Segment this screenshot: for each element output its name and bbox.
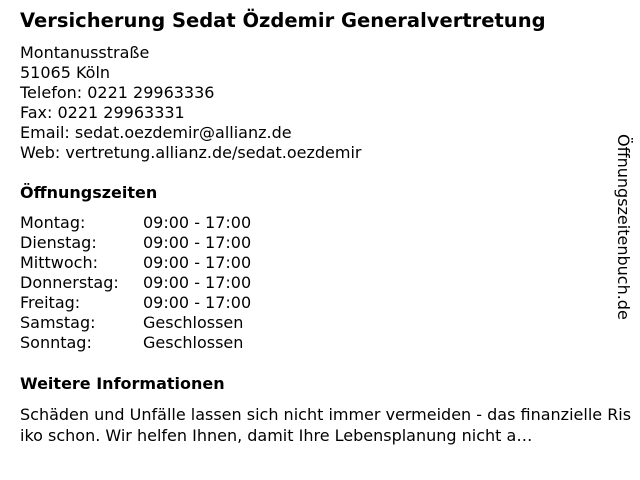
website: Web: vertretung.allianz.de/sedat.oezdemir <box>20 143 362 162</box>
address-block <box>20 43 362 163</box>
hours-row-tuesday <box>20 233 251 253</box>
phone: Telefon: 0221 29963336 <box>20 83 215 102</box>
hours-row-thursday <box>20 273 251 293</box>
time-value: Geschlossen <box>143 333 244 352</box>
time-value: 09:00 - 17:00 <box>143 233 252 252</box>
watermark: Öffnungszeitenbuch.de <box>614 134 633 320</box>
street: Montanusstraße <box>20 43 150 62</box>
hours-row-monday <box>20 213 251 233</box>
opening-hours-table <box>20 213 251 353</box>
info-description: Schäden und Unfälle lassen sich nicht immer vermeiden - das finanzielle Risiko schon. Wir helfen Ihnen, damit Ihre Lebensplanung nicht a… <box>20 405 632 445</box>
info-heading: Weitere Informationen <box>20 374 225 393</box>
day-label: Mittwoch: <box>20 253 98 272</box>
day-label: Samstag: <box>20 313 96 332</box>
email: Email: sedat.oezdemir@allianz.de <box>20 123 292 142</box>
time-value: 09:00 - 17:00 <box>143 253 252 272</box>
day-label: Montag: <box>20 213 86 232</box>
time-value: 09:00 - 17:00 <box>143 293 252 312</box>
time-value: 09:00 - 17:00 <box>143 213 252 232</box>
day-label: Freitag: <box>20 293 81 312</box>
hours-row-saturday <box>20 313 251 333</box>
city: 51065 Köln <box>20 63 111 82</box>
day-label: Sonntag: <box>20 333 92 352</box>
hours-row-sunday <box>20 333 251 353</box>
day-label: Donnerstag: <box>20 273 119 292</box>
business-title: Versicherung Sedat Özdemir Generalvertretung <box>20 9 546 32</box>
time-value: Geschlossen <box>143 313 244 332</box>
time-value: 09:00 - 17:00 <box>143 273 252 292</box>
hours-row-wednesday <box>20 253 251 273</box>
fax: Fax: 0221 29963331 <box>20 103 185 122</box>
hours-heading: Öffnungszeiten <box>20 183 158 202</box>
day-label: Dienstag: <box>20 233 97 252</box>
hours-row-friday <box>20 293 251 313</box>
